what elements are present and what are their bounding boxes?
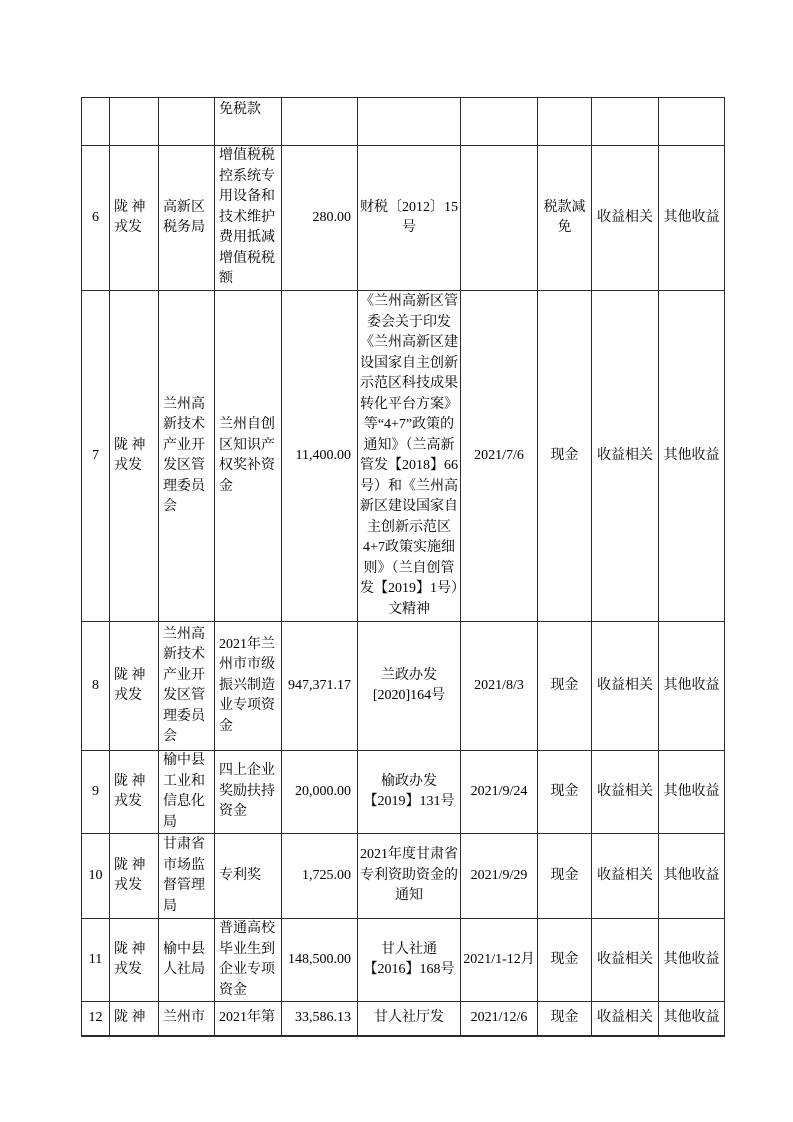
cell-company: 陇 神 戎发 [110, 291, 159, 622]
cell-date: 2021/8/3 [461, 622, 538, 751]
cell-date [461, 98, 538, 146]
cell-income-related [592, 98, 659, 146]
cell-basis: 兰政办发[2020]164号 [358, 622, 461, 751]
cell-company: 陇 神 戎发 [110, 751, 159, 834]
cell-grantor: 甘肃省市场监督管理局 [159, 834, 215, 919]
cell-company [110, 98, 159, 146]
cell-seq: 6 [82, 146, 110, 291]
cell-income-type: 其他收益 [659, 919, 725, 1002]
cell-amount: 947,371.17 [282, 622, 358, 751]
table-row [82, 146, 725, 291]
cell-seq: 7 [82, 291, 110, 622]
cell-income-type: 其他收益 [659, 1002, 725, 1036]
cell-seq: 10 [82, 834, 110, 919]
table-row [82, 751, 725, 834]
cell-basis: 榆政办发【2019】131号 [358, 751, 461, 834]
cell-form: 现金 [538, 834, 592, 919]
cell-form: 现金 [538, 622, 592, 751]
cell-form: 现金 [538, 291, 592, 622]
table-row [82, 622, 725, 751]
table-row [82, 834, 725, 919]
cell-grantor: 兰州高新技术产业开发区管理委员会 [159, 622, 215, 751]
cell-item: 增值税税控系统专用设备和技术维护费用抵减增值税税额 [215, 146, 282, 291]
cell-income-related: 收益相关 [592, 291, 659, 622]
cell-form: 现金 [538, 919, 592, 1002]
cell-seq: 8 [82, 622, 110, 751]
cell-company: 陇 神 戎发 [110, 834, 159, 919]
cell-basis: 2021年度甘肃省专利资助资金的通知 [358, 834, 461, 919]
cell-income-related: 收益相关 [592, 1002, 659, 1036]
cell-income-type: 其他收益 [659, 291, 725, 622]
cell-income-type: 其他收益 [659, 146, 725, 291]
cell-income-type: 其他收益 [659, 751, 725, 834]
cell-amount: 11,400.00 [282, 291, 358, 622]
cell-company: 陇 神 [110, 1002, 159, 1036]
cell-grantor: 兰州市 [159, 1002, 215, 1036]
subsidy-table [81, 97, 725, 1037]
cell-amount: 148,500.00 [282, 919, 358, 1002]
cell-form [538, 98, 592, 146]
cell-item: 专利奖 [215, 834, 282, 919]
cell-income-related: 收益相关 [592, 919, 659, 1002]
cell-company: 陇 神 戎发 [110, 919, 159, 1002]
cell-amount: 280.00 [282, 146, 358, 291]
cell-grantor: 高新区税务局 [159, 146, 215, 291]
cell-basis: 甘人社通【2016】168号 [358, 919, 461, 1002]
cell-item: 四上企业奖励扶持资金 [215, 751, 282, 834]
cell-basis [358, 98, 461, 146]
cell-form: 税款减免 [538, 146, 592, 291]
cell-date: 2021/12/6 [461, 1002, 538, 1036]
cell-company: 陇 神 戎发 [110, 146, 159, 291]
cell-amount: 20,000.00 [282, 751, 358, 834]
table-row [82, 919, 725, 1002]
cell-date: 2021/7/6 [461, 291, 538, 622]
cell-form: 现金 [538, 751, 592, 834]
cell-item: 2021年兰州市市级振兴制造业专项资金 [215, 622, 282, 751]
cell-income-related: 收益相关 [592, 834, 659, 919]
cell-item: 免税款 [215, 98, 282, 146]
cell-company: 陇 神 戎发 [110, 622, 159, 751]
cell-item: 2021年第 [215, 1002, 282, 1036]
cell-seq [82, 98, 110, 146]
table-row [82, 98, 725, 146]
cell-date: 2021/9/29 [461, 834, 538, 919]
cell-amount [282, 98, 358, 146]
cell-seq: 9 [82, 751, 110, 834]
cell-item: 兰州自创区知识产权奖补资金 [215, 291, 282, 622]
cell-grantor: 榆中县工业和信息化局 [159, 751, 215, 834]
cell-income-type [659, 98, 725, 146]
cell-seq: 12 [82, 1002, 110, 1036]
cell-basis: 《兰州高新区管委会关于印发《兰州高新区建设国家自主创新示范区科技成果转化平台方案》等“4+7”政策的通知》（兰高新管发【2018】66号）和《兰州高新区建设国家自主创新示范区4+7政策实施细则》（兰自创管发【2019】1号）文精神 [358, 291, 461, 622]
cell-income-related: 收益相关 [592, 146, 659, 291]
cell-basis: 财税〔2012〕15号 [358, 146, 461, 291]
cell-date: 2021/1-12月 [461, 919, 538, 1002]
cell-income-related: 收益相关 [592, 622, 659, 751]
cell-grantor: 榆中县人社局 [159, 919, 215, 1002]
cell-seq: 11 [82, 919, 110, 1002]
cell-item: 普通高校毕业生到企业专项资金 [215, 919, 282, 1002]
cell-grantor: 兰州高新技术产业开发区管理委员会 [159, 291, 215, 622]
table-row [82, 1002, 725, 1036]
cell-income-type: 其他收益 [659, 622, 725, 751]
cell-amount: 1,725.00 [282, 834, 358, 919]
table-row [82, 291, 725, 622]
cell-income-related: 收益相关 [592, 751, 659, 834]
cell-date [461, 146, 538, 291]
cell-grantor [159, 98, 215, 146]
cell-date: 2021/9/24 [461, 751, 538, 834]
cell-form: 现金 [538, 1002, 592, 1036]
cell-income-type: 其他收益 [659, 834, 725, 919]
cell-amount: 33,586.13 [282, 1002, 358, 1036]
cell-basis: 甘人社厅发 [358, 1002, 461, 1036]
